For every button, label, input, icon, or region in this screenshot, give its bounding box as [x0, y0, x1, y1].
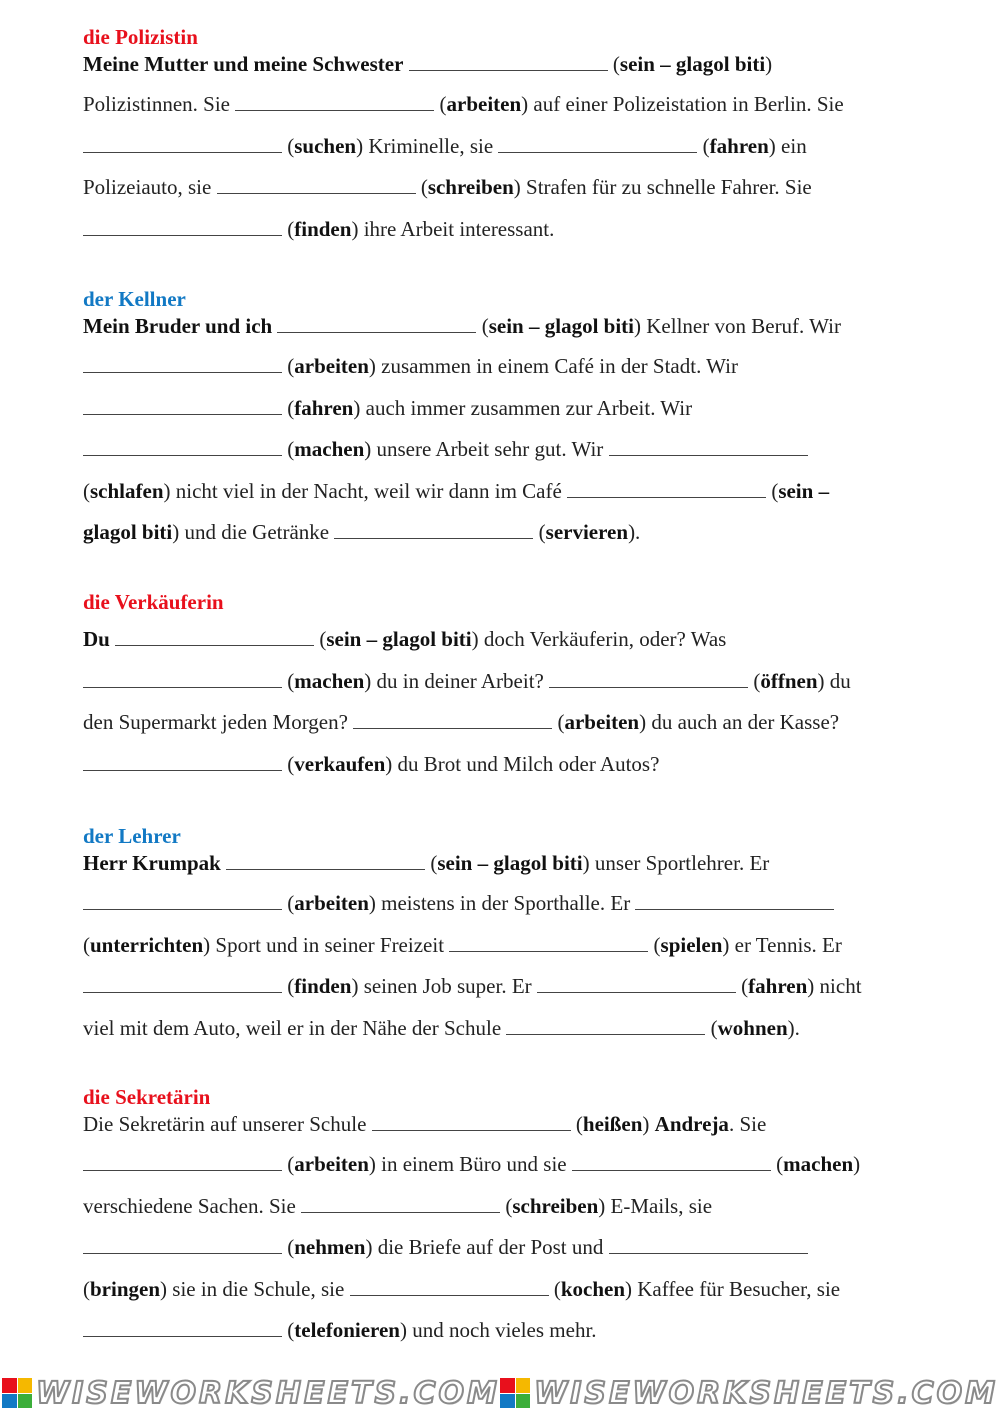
verb-hint: machen — [783, 1152, 854, 1176]
sentence-text: meistens in der Sporthalle. Er — [381, 891, 631, 915]
verb-hint: arbeiten — [294, 891, 369, 915]
verb-hint: fahren — [748, 974, 808, 998]
subject: Du — [83, 627, 110, 651]
subject: Herr Krumpak — [83, 851, 221, 875]
answer-blank[interactable] — [83, 668, 282, 688]
answer-blank[interactable] — [83, 1234, 282, 1254]
watermark-group — [500, 1376, 998, 1411]
verb-hint: sein – glagol biti — [326, 627, 472, 651]
verb-hint: bringen — [90, 1276, 161, 1301]
verb-hint: arbeiten — [564, 710, 640, 734]
answer-blank[interactable] — [83, 353, 282, 373]
verb-hint: unterrichten — [90, 932, 204, 957]
sentence-text: in einem Büro und sie — [381, 1152, 567, 1176]
sentence-text: seinen Job super. Er — [363, 974, 532, 998]
answer-blank[interactable] — [350, 1276, 549, 1296]
answer-blank[interactable] — [235, 91, 434, 111]
answer-blank[interactable] — [506, 1015, 705, 1035]
verb-hint: machen — [294, 437, 365, 461]
logo-icon — [2, 1378, 32, 1408]
section-lehrer: der Lehrer Herr Krumpak (sein – glagol biti) unser Sportlehrer. Er (arbeiten) meistens in der Sporthalle. Er (unterrichten) Sport und in seiner Freizeit (spielen) er Tennis. Er (finden) seinen Job super. Er (fahren) nicht viel mit dem Auto, weil er in der Nähe der Schule (wohnen). — [83, 823, 973, 1049]
answer-blank[interactable] — [409, 51, 608, 71]
answer-blank[interactable] — [217, 174, 416, 194]
verb-hint: nehmen — [294, 1235, 366, 1259]
sentence-text: Kriminelle, sie — [368, 133, 494, 158]
verb-hint: servieren — [545, 520, 629, 544]
answer-blank[interactable] — [609, 436, 808, 456]
answer-blank[interactable] — [372, 1111, 571, 1131]
section-title: die Polizistin — [83, 25, 198, 49]
sentence-text: Strafen für zu schnelle Fahrer. Sie — [526, 175, 812, 199]
section-title: die Sekretärin — [83, 1085, 211, 1109]
answer-blank[interactable] — [83, 395, 282, 415]
verb-hint: kochen — [560, 1276, 626, 1301]
subject: Mein Bruder und ich — [83, 314, 273, 338]
verb-hint: spielen — [660, 932, 723, 957]
answer-blank[interactable] — [83, 436, 282, 456]
sentence-text: nicht viel in der Nacht, weil wir dann im Café — [175, 478, 562, 503]
verb-hint: telefonieren — [294, 1318, 400, 1342]
answer-blank[interactable] — [83, 890, 282, 910]
sentence-text: die Briefe auf der Post und — [377, 1235, 604, 1259]
verb-hint: fahren — [294, 395, 354, 420]
watermark-text: WISEWORKSHEETS.COM — [36, 1375, 500, 1411]
answer-blank[interactable] — [83, 973, 282, 993]
answer-blank[interactable] — [83, 216, 282, 236]
sentence-text: viel mit dem Auto, weil er in der Nähe der Schule — [83, 1015, 502, 1040]
sentence-text: Polizeiauto, sie — [83, 175, 212, 199]
sentence-text: ihre Arbeit interessant. — [363, 216, 555, 241]
verb-hint: arbeiten — [294, 1152, 369, 1176]
answer-blank[interactable] — [83, 1317, 282, 1337]
verb-hint: schreiben — [427, 175, 514, 199]
answer-blank[interactable] — [635, 890, 834, 910]
verb-hint: glagol biti — [83, 520, 173, 544]
sentence-text: Kaffee für Besucher, sie — [637, 1276, 841, 1301]
verb-hint: finden — [294, 974, 352, 998]
section-verkaeuferin: die Verkäuferin Du (sein – glagol biti) doch Verkäuferin, oder? Was (machen) du in deiner Arbeit? (öffnen) du den Supermarkt jeden Morgen? (arbeiten) du auch an der Kasse? (verkaufen) du Brot und Milch oder Autos? — [83, 589, 973, 785]
answer-blank[interactable] — [572, 1151, 771, 1171]
sentence-text: und die Getränke — [184, 520, 330, 544]
answer-blank[interactable] — [83, 133, 282, 153]
verb-hint: fahren — [709, 133, 769, 158]
verb-hint: schreiben — [512, 1193, 599, 1218]
verb-hint: arbeiten — [294, 354, 369, 378]
answer-blank[interactable] — [498, 133, 697, 153]
section-sekretaerin: die Sekretärin Die Sekretärin auf unserer Schule (heißen) Andreja. Sie (arbeiten) in einem Büro und sie (machen) verschiedene Sachen. Sie (schreiben) E-Mails, sie (nehmen) die Briefe auf der Post und (bringen) sie in die Schule, sie (kochen) Kaffee für Besucher, sie (telefonieren) und noch vieles mehr. — [83, 1084, 973, 1352]
verb-hint: schlafen — [90, 478, 164, 503]
answer-blank[interactable] — [334, 519, 533, 539]
sentence-text: unser Sportlehrer. Er — [594, 851, 770, 875]
sentence-text: Sport und in seiner Freizeit — [215, 932, 445, 957]
section-title: der Kellner — [83, 287, 186, 311]
section-title: die Verkäuferin — [83, 590, 224, 614]
answer-blank[interactable] — [83, 1151, 282, 1171]
verb-hint: wohnen — [717, 1015, 788, 1040]
watermark-text: WISEWORKSHEETS.COM — [534, 1375, 998, 1411]
watermark-group — [2, 1376, 500, 1411]
answer-blank[interactable] — [115, 626, 314, 646]
sentence-text: Polizistinnen. Sie — [83, 92, 230, 116]
sentence-text: nicht — [819, 974, 862, 998]
sentence-text: du auch an der Kasse? — [651, 710, 840, 734]
answer-blank[interactable] — [609, 1234, 808, 1254]
answer-blank[interactable] — [567, 478, 766, 498]
sentence-text: und noch vieles mehr. — [412, 1318, 597, 1342]
answer-blank[interactable] — [83, 751, 282, 771]
sentence-text: . Sie — [728, 1112, 767, 1136]
verb-hint: verkaufen — [294, 751, 386, 776]
answer-blank[interactable] — [353, 709, 552, 729]
watermark-footer — [0, 1373, 1000, 1413]
sentence-text: auch immer zusammen zur Arbeit. Wir — [365, 395, 693, 420]
verb-hint: sein – glagol biti — [437, 851, 583, 875]
subject: Meine Mutter und meine Schwester — [83, 52, 404, 76]
sentence-text: Kellner von Beruf. Wir — [646, 314, 841, 338]
verb-hint: machen — [294, 668, 365, 693]
sentence-text: den Supermarkt jeden Morgen? — [83, 710, 348, 734]
verb-hint: finden — [294, 216, 352, 241]
verb-hint: suchen — [294, 133, 357, 158]
logo-icon — [500, 1378, 530, 1408]
verb-hint: arbeiten — [446, 92, 522, 116]
section-title: der Lehrer — [83, 824, 181, 848]
sentence-text: du — [829, 668, 851, 693]
sentence-text: er Tennis. Er — [734, 932, 842, 957]
sentence-text: unsere Arbeit sehr gut. Wir — [376, 437, 604, 461]
sentence-text: du in deiner Arbeit? — [376, 668, 544, 693]
section-polizistin: die Polizistin Meine Mutter und meine Schwester (sein – glagol biti) Polizistinnen. Sie (arbeiten) auf einer Polizeistation in Berlin. Sie (suchen) Kriminelle, sie (fahren) ein Polizeiauto, sie (schreiben) Strafen für zu schnelle Fahrer. Sie (finden) ihre Arbeit interessant. — [83, 24, 973, 250]
sentence-text: Die Sekretärin auf unserer Schule — [83, 1112, 367, 1136]
section-kellner: der Kellner Mein Bruder und ich (sein – glagol biti) Kellner von Beruf. Wir (arbeiten) zusammen in einem Café in der Stadt. Wir (fahren) auch immer zusammen zur Arbeit. Wir (machen) unsere Arbeit sehr gut. Wir (schlafen) nicht viel in der Nacht, weil wir dann im Café (sein – glagol biti) und die Getränke (servieren). — [83, 286, 973, 554]
answer-blank[interactable] — [537, 973, 736, 993]
verb-hint: heißen — [582, 1112, 643, 1136]
sentence-text: auf einer Polizeistation in Berlin. Sie — [533, 92, 844, 116]
sentence-text: sie in die Schule, sie — [172, 1276, 345, 1301]
answer-blank[interactable] — [226, 850, 425, 870]
answer-blank[interactable] — [301, 1193, 500, 1213]
verb-hint: öffnen — [760, 668, 818, 693]
sentence-text: E-Mails, sie — [610, 1193, 713, 1218]
answer-blank[interactable] — [549, 668, 748, 688]
sentence-text: zusammen in einem Café in der Stadt. Wir — [381, 354, 738, 378]
answer-blank[interactable] — [449, 932, 648, 952]
verb-hint: sein – glagol biti — [488, 314, 635, 338]
answer-blank[interactable] — [277, 313, 476, 333]
sentence-text: du Brot und Milch oder Autos? — [397, 751, 660, 776]
sentence-text: ein — [781, 133, 807, 158]
sentence-text: verschiedene Sachen. Sie — [83, 1193, 296, 1218]
sentence-text: doch Verkäuferin, oder? Was — [483, 627, 727, 651]
verb-hint: sein – glagol biti — [619, 52, 766, 76]
verb-hint: sein – — [778, 478, 830, 503]
name-highlight: Andreja — [654, 1112, 729, 1136]
